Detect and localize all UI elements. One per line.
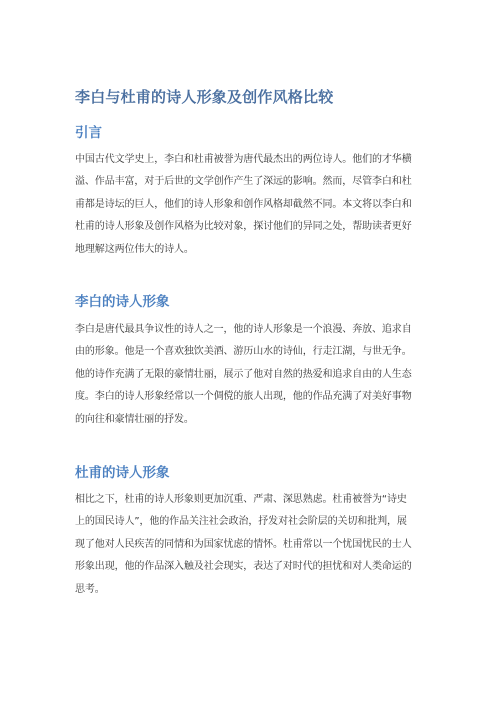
- paragraph-line: 中国古代文学史上，李白和杜甫被誉为唐代最杰出的两位诗人。他们的才华横: [75, 154, 412, 165]
- document-title: 李白与杜甫的诗人形象及创作风格比较: [75, 88, 334, 106]
- paragraph-line: 李白是唐代最具争议性的诗人之一，他的诗人形象是一个浪漫、奔放、追求自: [75, 324, 412, 335]
- paragraph-introduction: [75, 149, 423, 261]
- paragraph-line: 由的形象。他是一个喜欢独饮美酒、游历山水的诗仙，行走江湖，与世无争。: [75, 346, 412, 358]
- paragraph-line: 形象出现，他的作品深入触及社会现实，表达了对时代的担忧和对人类命运的: [75, 561, 412, 573]
- section-heading-introduction: 引言: [75, 125, 102, 141]
- paragraph-line: 甫都是诗坛的巨人，他们的诗人形象和创作风格却截然不同。本文将以李白和: [75, 198, 412, 210]
- paragraph-du-fu: [75, 489, 423, 601]
- paragraph-line: 相比之下，杜甫的诗人形象则更加沉重、严肃、深思熟虑。杜甫被誉为“诗史: [75, 494, 407, 505]
- paragraph-line: 溢、作品丰富，对于后世的文学创作产生了深远的影响。然而，尽管李白和杜: [75, 176, 412, 188]
- section-heading-li-bai: 李白的诗人形象: [75, 294, 170, 310]
- section-heading-du-fu: 杜甫的诗人形象: [75, 465, 170, 481]
- paragraph-li-bai: [75, 319, 423, 431]
- paragraph-line: 地理解这两位伟大的诗人。: [75, 243, 194, 255]
- paragraph-line: 现了他对人民疾苦的同情和为国家忧虑的情怀。杜甫常以一个忧国忧民的士人: [75, 538, 412, 550]
- paragraph-line: 上的国民诗人”，他的作品关注社会政治，抒发对社会阶层的关切和批判，展: [75, 516, 407, 528]
- paragraph-line: 思考。: [75, 583, 105, 595]
- paragraph-line: 的向往和豪情壮丽的抒发。: [75, 413, 194, 425]
- paragraph-line: 度。李白的诗人形象经常以一个倜傥的旅人出现，他的作品充满了对美好事物: [75, 391, 412, 403]
- paragraph-line: 杜甫的诗人形象及创作风格为比较对象，探讨他们的异同之处，帮助读者更好: [75, 221, 412, 233]
- paragraph-line: 他的诗作充满了无限的豪情壮丽，展示了他对自然的热爱和追求自由的人生态: [75, 368, 412, 380]
